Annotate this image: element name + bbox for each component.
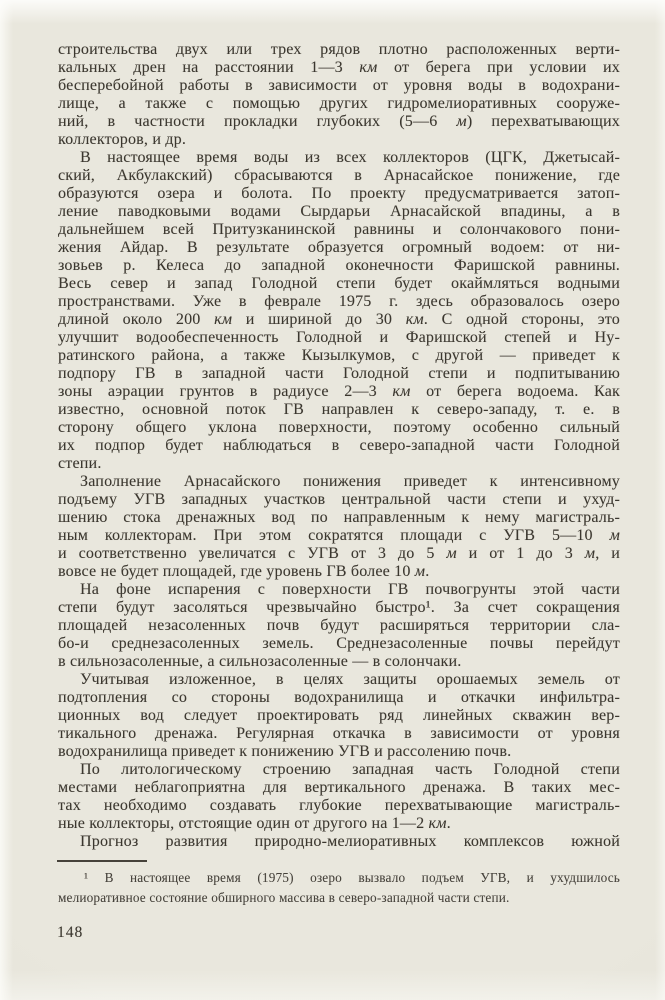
page-number: 148 [57,924,84,941]
text-line: ные коллекторы, отстоящие один от другого на 1—2 км. [58,815,451,832]
text-line: На фоне испарения с поверхности ГВ почвогрунты этой части [80,581,620,598]
text-line: ным коллекторам. При этом сократятся площади с УГВ 5—10 м [58,527,620,544]
text-line: зоны аэрации грунтов в радиусе 2—3 км от берега водоема. Как [58,383,620,400]
text-line: тах необходимо создавать глубокие перехватывающие магистраль- [58,797,620,814]
text-line: дальнейшем всей Притузканинской равнины и солончакового пони- [58,221,620,238]
text-line: Весь север и запад Голодной степи будет окаймляться водными [58,275,620,292]
text-line: вовсе не будет площадей, где уровень ГВ более 10 м. [58,563,430,580]
text-line: степи. [58,455,102,472]
text-line: В настоящее время воды из всех коллекторов (ЦГК, Джетысай- [80,149,620,166]
text-line: коллекторов, и др. [58,131,187,148]
paragraph [58,473,620,581]
footnote-line: мелиоративное состояние обширного массива в северо-западной части степи. [58,890,510,905]
footnote-line: ¹ В настоящее время (1975) озеро вызвало подъем УГВ, и ухудшилось [84,870,620,885]
text-line: площадей незасоленных почв будут расширяться территории сла- [58,617,620,634]
paragraph [58,833,620,851]
text-line: ний, в частности прокладки глубоких (5—6 м) перехватывающих [58,113,620,130]
text-line: и соответственно увеличатся с УГВ от 3 до 5 м и от 1 до 3 м, и [58,545,620,562]
text-column [58,41,620,851]
text-line: пространствами. Уже в феврале 1975 г. здесь образовалось озеро [58,293,620,310]
text-line: лище, а также с помощью других гидромелиоративных сооруже- [58,95,620,112]
text-line: бо-и среднезасоленных земель. Среднезасоленные почвы перейдут [58,635,620,652]
text-line: длиной около 200 км и шириной до 30 км. С одной стороны, это [58,311,620,328]
text-line: подтопления со стороны водохранилища и откачки инфильтра- [58,689,620,706]
text-line: их подпор будет наблюдаться в северо-западной части Голодной [58,437,620,454]
text-line: подпору ГВ в западной части Голодной степи и подпитыванию [58,365,620,382]
text-line: известно, основной поток ГВ направлен к северо-западу, т. е. в [58,401,620,418]
text-line: водохранилища приведет к понижению УГВ и рассолению почв. [58,743,512,760]
text-line: строительства двух или трех рядов плотно расположенных верти- [58,41,620,58]
text-line: шению стока дренажных вод по направленным к нему магистраль- [58,509,620,526]
text-line: в сильнозасоленные, а сильнозасоленные — в солончаки. [58,653,462,670]
text-line: ратинского района, а также Кызылкумов, с другой — приведет к [58,347,620,364]
text-line: бесперебойной работы в зависимости от уровня воды в водохрани- [58,77,620,94]
text-line: По литологическому строению западная часть Голодной степи [80,761,620,778]
text-line: подъему УГВ западных участков центральной части степи и ухуд- [58,491,620,508]
text-line: сторону общего уклона поверхности, поэтому особенно сильный [58,419,620,436]
text-line: кальных дрен на расстоянии 1—3 км от берега при условии их [58,59,620,76]
text-line: зовьев р. Келеса до западной оконечности Фаришской равнины. [58,257,620,274]
text-line: степи будут засоляться чрезвычайно быстро¹. За счет сокращения [58,599,620,616]
text-line: улучшит водообеспеченность Голодной и Фаришской степей и Ну- [58,329,620,346]
footnote [58,868,620,908]
footnote-rule [57,860,147,862]
text-line: ционных вод следует проектировать ряд линейных скважин вер- [58,707,620,724]
paragraph [58,761,620,833]
paragraph [58,671,620,761]
paragraph [58,41,620,149]
text-line: тикального дренажа. Регулярная откачка в зависимости от уровня [58,725,620,742]
text-line: ский, Акбулакский) сбрасываются в Арнасайское понижение, где [58,167,620,184]
text-line: образуются озера и болота. По проекту предусматривается затоп- [58,185,620,202]
paragraph [58,581,620,671]
text-line: Прогноз развития природно-мелиоративных комплексов южной [80,833,620,850]
paragraph [58,149,620,473]
text-line: ление паводковыми водами Сырдарьи Арнасайской впадины, а в [58,203,620,220]
text-line: Заполнение Арнасайского понижения приведет к интенсивному [80,473,620,490]
text-line: местами неблагоприятна для вертикального дренажа. В таких мес- [58,779,620,796]
text-line: Учитывая изложенное, в целях защиты орошаемых земель от [80,671,620,688]
text-line: жения Айдар. В результате образуется огромный водоем: от ни- [58,239,620,256]
